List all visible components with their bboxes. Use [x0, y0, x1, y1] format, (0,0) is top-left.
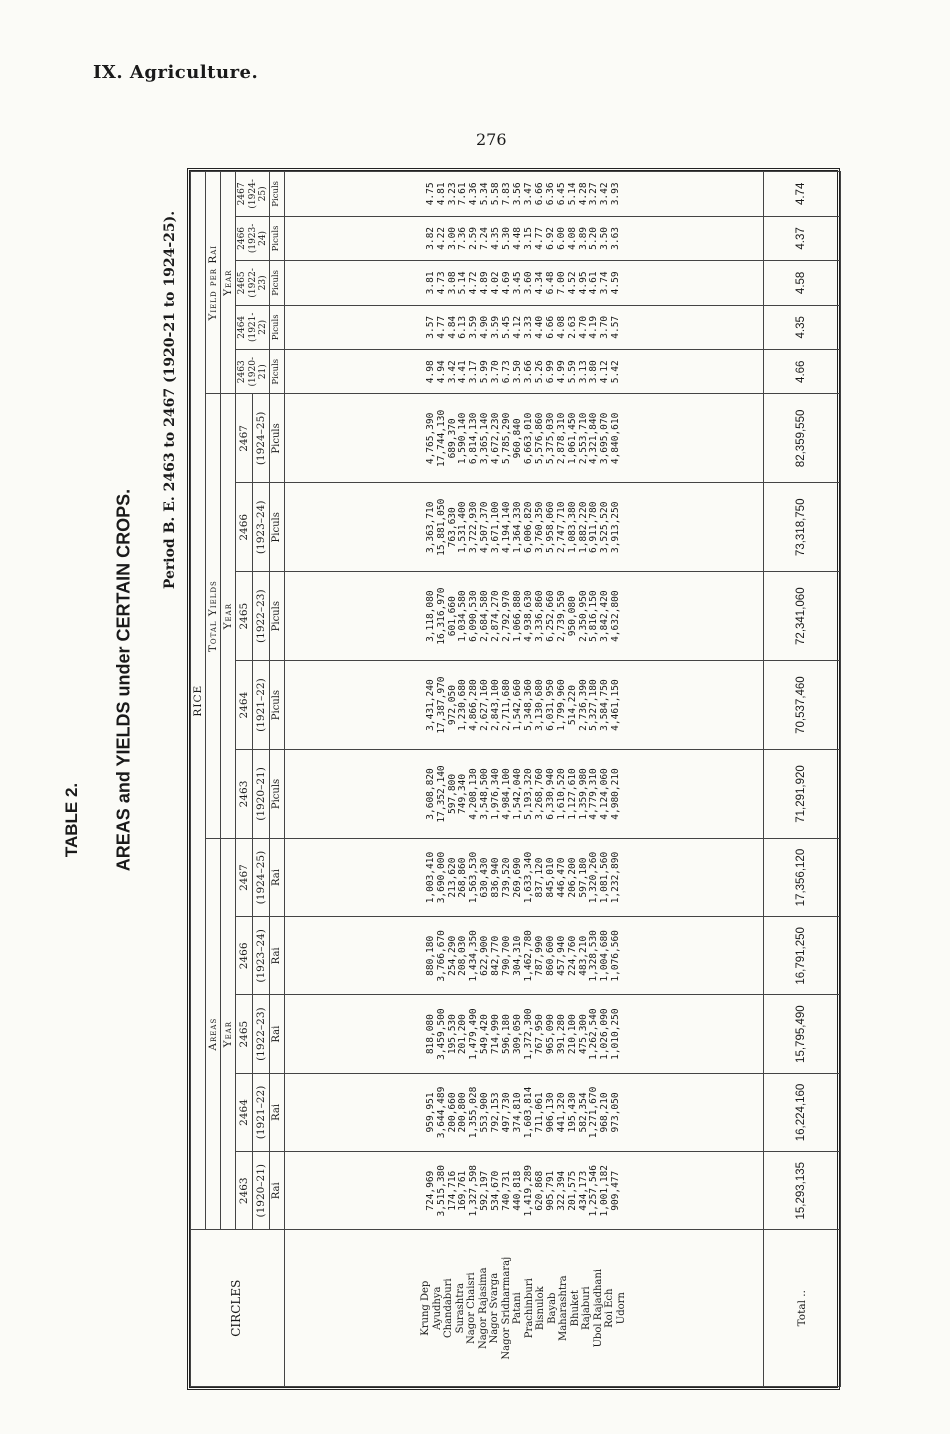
areas-col-2467: 1,003,410 3,690,000 213,620 268,860 1,563,530 630,430 836,940 739,520 269,690 1,633,340 837,120 845,010 446,470 206,200 597,180 1,320,260 1,081,560 1,232,890	[284, 838, 763, 916]
unit-piculs: Piculs	[270, 350, 285, 394]
unit-piculs: Piculs	[270, 750, 285, 839]
year-be: 2467	[236, 838, 253, 916]
unit-piculs: Piculs	[270, 661, 285, 750]
yield-year-ad: (1923- 24)	[247, 223, 268, 254]
page-number: 276	[476, 130, 507, 149]
per-rai-col-2464: 3.57 4.77 4.84 6.13 3.59 4.90 3.59 5.45 4.12 3.33 4.40 6.66 4.08 2.63 4.70 4.19 3.70 4.57	[284, 305, 763, 349]
yield-per-rai-header: Yield per Rai	[206, 172, 221, 394]
yield-year-ad: (1921- 22)	[247, 312, 268, 343]
total-label: Total ..	[764, 1230, 841, 1387]
total-per-rai: 4.58	[764, 261, 841, 305]
header-row-crop	[191, 172, 206, 1387]
rotated-table-frame	[187, 168, 840, 1390]
yield-year-be: 2464	[237, 315, 248, 339]
areas-col-2463: 724,969 3,515,380 174,716 169,761 1,327,598 592,197 534,670 740,731 440,818 1,419,289 620,868 905,791 322,394 201,575 434,173 1,257,546 1,001,182 909,477	[284, 1152, 763, 1230]
yield-year	[236, 305, 270, 349]
yield-year	[236, 172, 270, 217]
rotated-table	[187, 168, 840, 1390]
yield-year-be: 2467	[237, 182, 248, 206]
per-rai-year-header: Year	[221, 172, 236, 394]
per-rai-col-2467: 4.75 4.81 3.23 7.61 4.36 5.34 5.58 7.83 3.56 3.47 6.66 6.36 6.45 5.14 4.28 3.27 3.42 3.93	[284, 172, 763, 217]
total-per-rai: 4.74	[764, 172, 841, 217]
yield-year-be: 2463	[237, 360, 248, 384]
unit-rai: Rai	[270, 1073, 285, 1151]
unit-rai: Rai	[270, 838, 285, 916]
total-yield: 72,341,060	[764, 572, 841, 661]
unit-piculs: Piculs	[270, 172, 285, 217]
crop-header: RICE	[191, 172, 206, 1230]
unit-rai: Rai	[270, 995, 285, 1073]
year-be: 2465	[236, 572, 253, 661]
unit-piculs: Piculs	[270, 572, 285, 661]
unit-piculs: Piculs	[270, 483, 285, 572]
year-be: 2467	[236, 394, 253, 483]
data-body-row	[284, 172, 763, 1387]
total-per-rai: 4.35	[764, 305, 841, 349]
year-be: 2463	[236, 1152, 253, 1230]
yields-year-header: Year	[221, 394, 236, 838]
total-yield: 73,318,750	[764, 483, 841, 572]
total-area: 15,795,490	[764, 995, 841, 1073]
yield-year-be: 2465	[237, 271, 248, 295]
year-ad: (1924–25)	[253, 394, 270, 483]
yields-col-2464: 3,431,240 17,387,970 972,050 1,230,680 4,866,280 2,627,160 2,843,100 2,711,680 1,542,660 5,348,360 3,130,680 6,031,950 1,799,960 514,220 2,736,390 5,327,180 3,584,750 4,461,150	[284, 661, 763, 750]
year-ad: (1922–23)	[253, 995, 270, 1073]
yield-year-ad: (1920- 21)	[247, 357, 268, 387]
year-be: 2466	[236, 917, 253, 995]
year-ad: (1922–23)	[253, 572, 270, 661]
header-row-year	[221, 172, 236, 1387]
section-header: IX. Agriculture.	[93, 62, 259, 83]
header-row-units	[270, 172, 285, 1387]
header-row-be	[236, 172, 253, 1387]
circle-names: Krung Dep Ayudhya Chandaburi Surashtra Nagor Chaisri Nagor Rajasima Nagor Svarga Nagor Sridharmaraj Patani Prachinburi Bisnulok Bayab Maharashtra Bhuket Rajaburi Ubol Rajadhani Roi Ech Udorn	[284, 1230, 763, 1387]
yield-year-ad: (1922- 23)	[247, 268, 268, 298]
areas-col-2464: 959,951 3,644,489 200,660 200,800 1,355,028 553,900 792,153 497,730 374,810 1,603,814 711,061 906,130 441,320 195,430 582,354 1,271,670 968,210 973,050	[284, 1073, 763, 1151]
areas-col-2466: 880,180 3,766,670 254,290 208,030 1,434,350 622,900 842,770 790,700 304,310 1,462,780 787,990 860,600 457,940 224,760 483,210 1,328,530 1,004,680 1,076,560	[284, 917, 763, 995]
areas-header: Areas	[206, 838, 221, 1229]
year-ad: (1924–25)	[253, 838, 270, 916]
total-area: 17,356,120	[764, 838, 841, 916]
unit-piculs: Piculs	[270, 261, 285, 305]
unit-rai: Rai	[270, 1152, 285, 1230]
total-yields-header: Total Yields	[206, 394, 221, 838]
areas-col-2465: 818,080 3,459,500 195,530 201,200 1,479,490 549,420 714,990 596,180 309,050 1,372,300 767,950 965,090 391,280 210,100 475,300 1,262,540 1,026,090 1,010,250	[284, 995, 763, 1073]
year-be: 2464	[236, 661, 253, 750]
year-ad: (1923–24)	[253, 917, 270, 995]
per-rai-col-2465: 3.81 4.73 3.08 5.14 4.72 4.89 4.02 4.69 3.45 3.60 4.34 6.48 7.00 4.52 4.95 4.61 3.74 4.59	[284, 261, 763, 305]
total-row	[764, 172, 841, 1387]
yields-col-2465: 3,118,080 16,316,970 601,660 1,034,580 6,090,530 2,684,580 2,874,270 2,792,970 1,066,880 4,938,630 3,336,860 6,252,660 2,739,550 950,080 2,350,950 5,816,150 3,842,420 4,632,800	[284, 572, 763, 661]
circles-header: CIRCLES	[191, 1230, 285, 1387]
year-be: 2464	[236, 1073, 253, 1151]
year-ad: (1920–21)	[253, 750, 270, 839]
year-be: 2463	[236, 750, 253, 839]
rice-table	[190, 171, 841, 1387]
yield-year	[236, 350, 270, 394]
year-ad: (1921–22)	[253, 1073, 270, 1151]
total-area: 16,224,160	[764, 1073, 841, 1151]
year-ad: (1923–24)	[253, 483, 270, 572]
yields-col-2467: 4,765,390 17,744,130 689,370 1,590,140 6,814,130 3,365,140 4,672,230 5,785,290 960,840 6,663,010 5,576,860 5,375,030 2,878,310 1,061,450 2,553,710 4,321,840 3,695,070 4,840,610	[284, 394, 763, 483]
unit-piculs: Piculs	[270, 394, 285, 483]
total-yield: 70,537,460	[764, 661, 841, 750]
total-area: 16,791,250	[764, 917, 841, 995]
header-row-groups	[206, 172, 221, 1387]
yield-year-ad: (1924- 25)	[247, 179, 268, 209]
total-per-rai: 4.66	[764, 350, 841, 394]
yield-year	[236, 261, 270, 305]
yield-year	[236, 216, 270, 260]
per-rai-col-2463: 4.98 4.94 3.42 4.41 3.17 5.99 3.70 6.73 3.50 3.66 5.26 6.99 4.99 5.59 3.13 3.80 4.12 5.42	[284, 350, 763, 394]
per-rai-col-2466: 3.82 4.22 3.00 7.36 2.59 7.24 4.35 5.30 4.48 3.15 4.77 6.92 6.00 4.08 3.89 5.20 3.50 3.63	[284, 216, 763, 260]
total-per-rai: 4.37	[764, 216, 841, 260]
yields-col-2463: 3,608,820 17,352,140 597,800 749,340 4,208,130 3,548,500 1,976,340 4,984,100 1,542,040 5,193,320 3,268,760 6,330,940 1,610,520 1,127,610 1,359,980 4,779,310 4,124,060 4,980,210	[284, 750, 763, 839]
table-period: Period B. E. 2463 to 2467 (1920-21 to 1924-25).	[162, 210, 178, 590]
year-be: 2466	[236, 483, 253, 572]
year-ad: (1920–21)	[253, 1152, 270, 1230]
areas-year-header: Year	[221, 838, 236, 1229]
yields-col-2466: 3,363,710 15,881,050 763,630 1,531,400 3,722,930 4,507,370 3,671,100 4,194,140 1,364,330 6,006,820 3,760,350 5,958,060 2,747,710 1,083,380 1,882,220 6,911,780 3,525,520 3,913,250	[284, 483, 763, 572]
unit-piculs: Piculs	[270, 305, 285, 349]
table-number: TABLE 2.	[62, 782, 81, 858]
total-area: 15,293,135	[764, 1152, 841, 1230]
year-be: 2465	[236, 995, 253, 1073]
year-ad: (1921–22)	[253, 661, 270, 750]
total-yield: 82,359,550	[764, 394, 841, 483]
yield-year-be: 2466	[237, 226, 248, 250]
total-yield: 71,291,920	[764, 750, 841, 839]
table-title: AREAS and YIELDS under CERTAIN CROPS.	[113, 488, 134, 872]
unit-rai: Rai	[270, 917, 285, 995]
unit-piculs: Piculs	[270, 216, 285, 260]
